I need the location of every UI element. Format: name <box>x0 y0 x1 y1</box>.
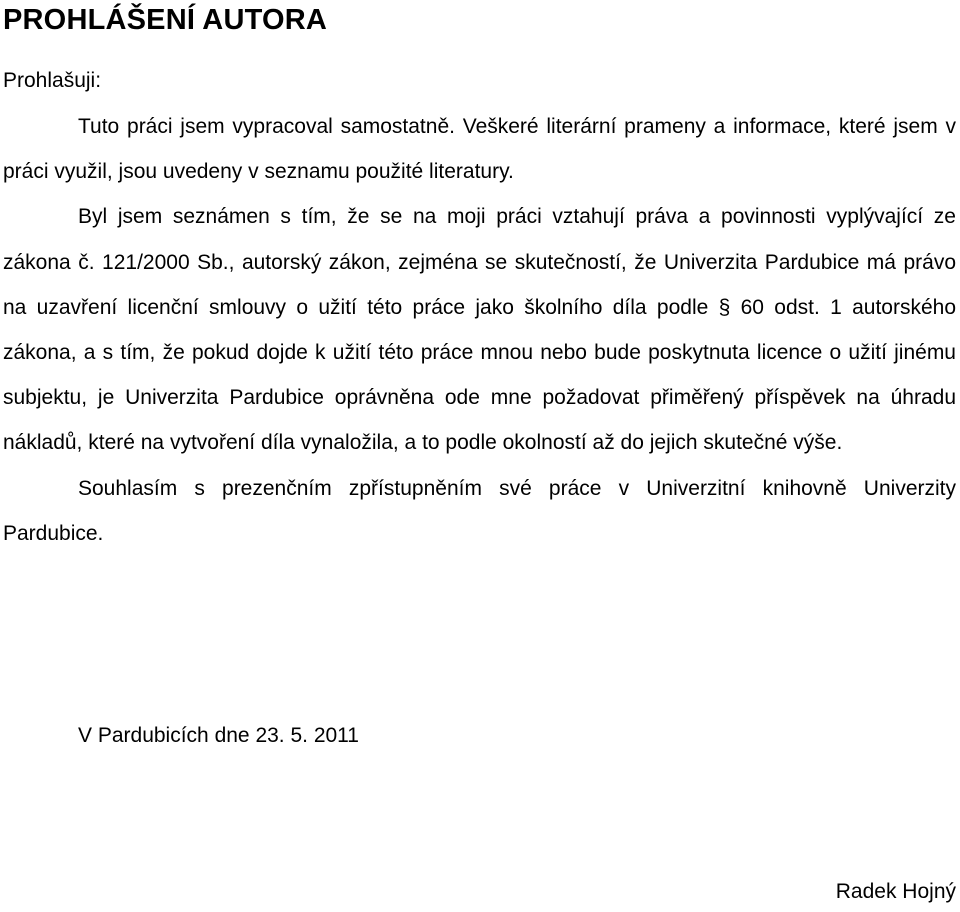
declaration-body <box>3 104 956 556</box>
paragraph-library-consent: Souhlasím s prezenčním zpřístupněním své práce v Univerzitní knihovně Univerzity Pardubice. <box>3 476 956 545</box>
page-title: PROHLÁŠENÍ AUTORA <box>3 4 328 36</box>
intro-label: Prohlašuji: <box>3 69 102 92</box>
paragraph-copyright-law: Byl jsem seznámen s tím, že se na moji práci vztahují práva a povinnosti vyplývající ze zákona č. 121/2000 Sb., autorský zákon, zejména se skutečností, že Univerzita Pardubice má právo na uzavření licenční smlouvy o užití této práce jako školního díla podle § 60 odst. 1 autorského zákona, a s tím, že pokud dojde k užití této práce mnou nebo bude poskytnuta licence o užití jinému subjektu, je Univerzita Pardubice oprávněna ode mne požadovat přiměřený příspěvek na úhradu nákladů, které na vytvoření díla vynaložila, a to podle okolností až do jejich skutečné výše. <box>3 205 956 455</box>
paragraph-authorship: Tuto práci jsem vypracoval samostatně. Veškeré literární prameny a informace, které jsem v práci využil, jsou uvedeny v seznamu použité literatury. <box>3 115 956 184</box>
author-signature-name: Radek Hojný <box>835 880 956 903</box>
place-and-date: V Pardubicích dne 23. 5. 2011 <box>78 724 359 747</box>
